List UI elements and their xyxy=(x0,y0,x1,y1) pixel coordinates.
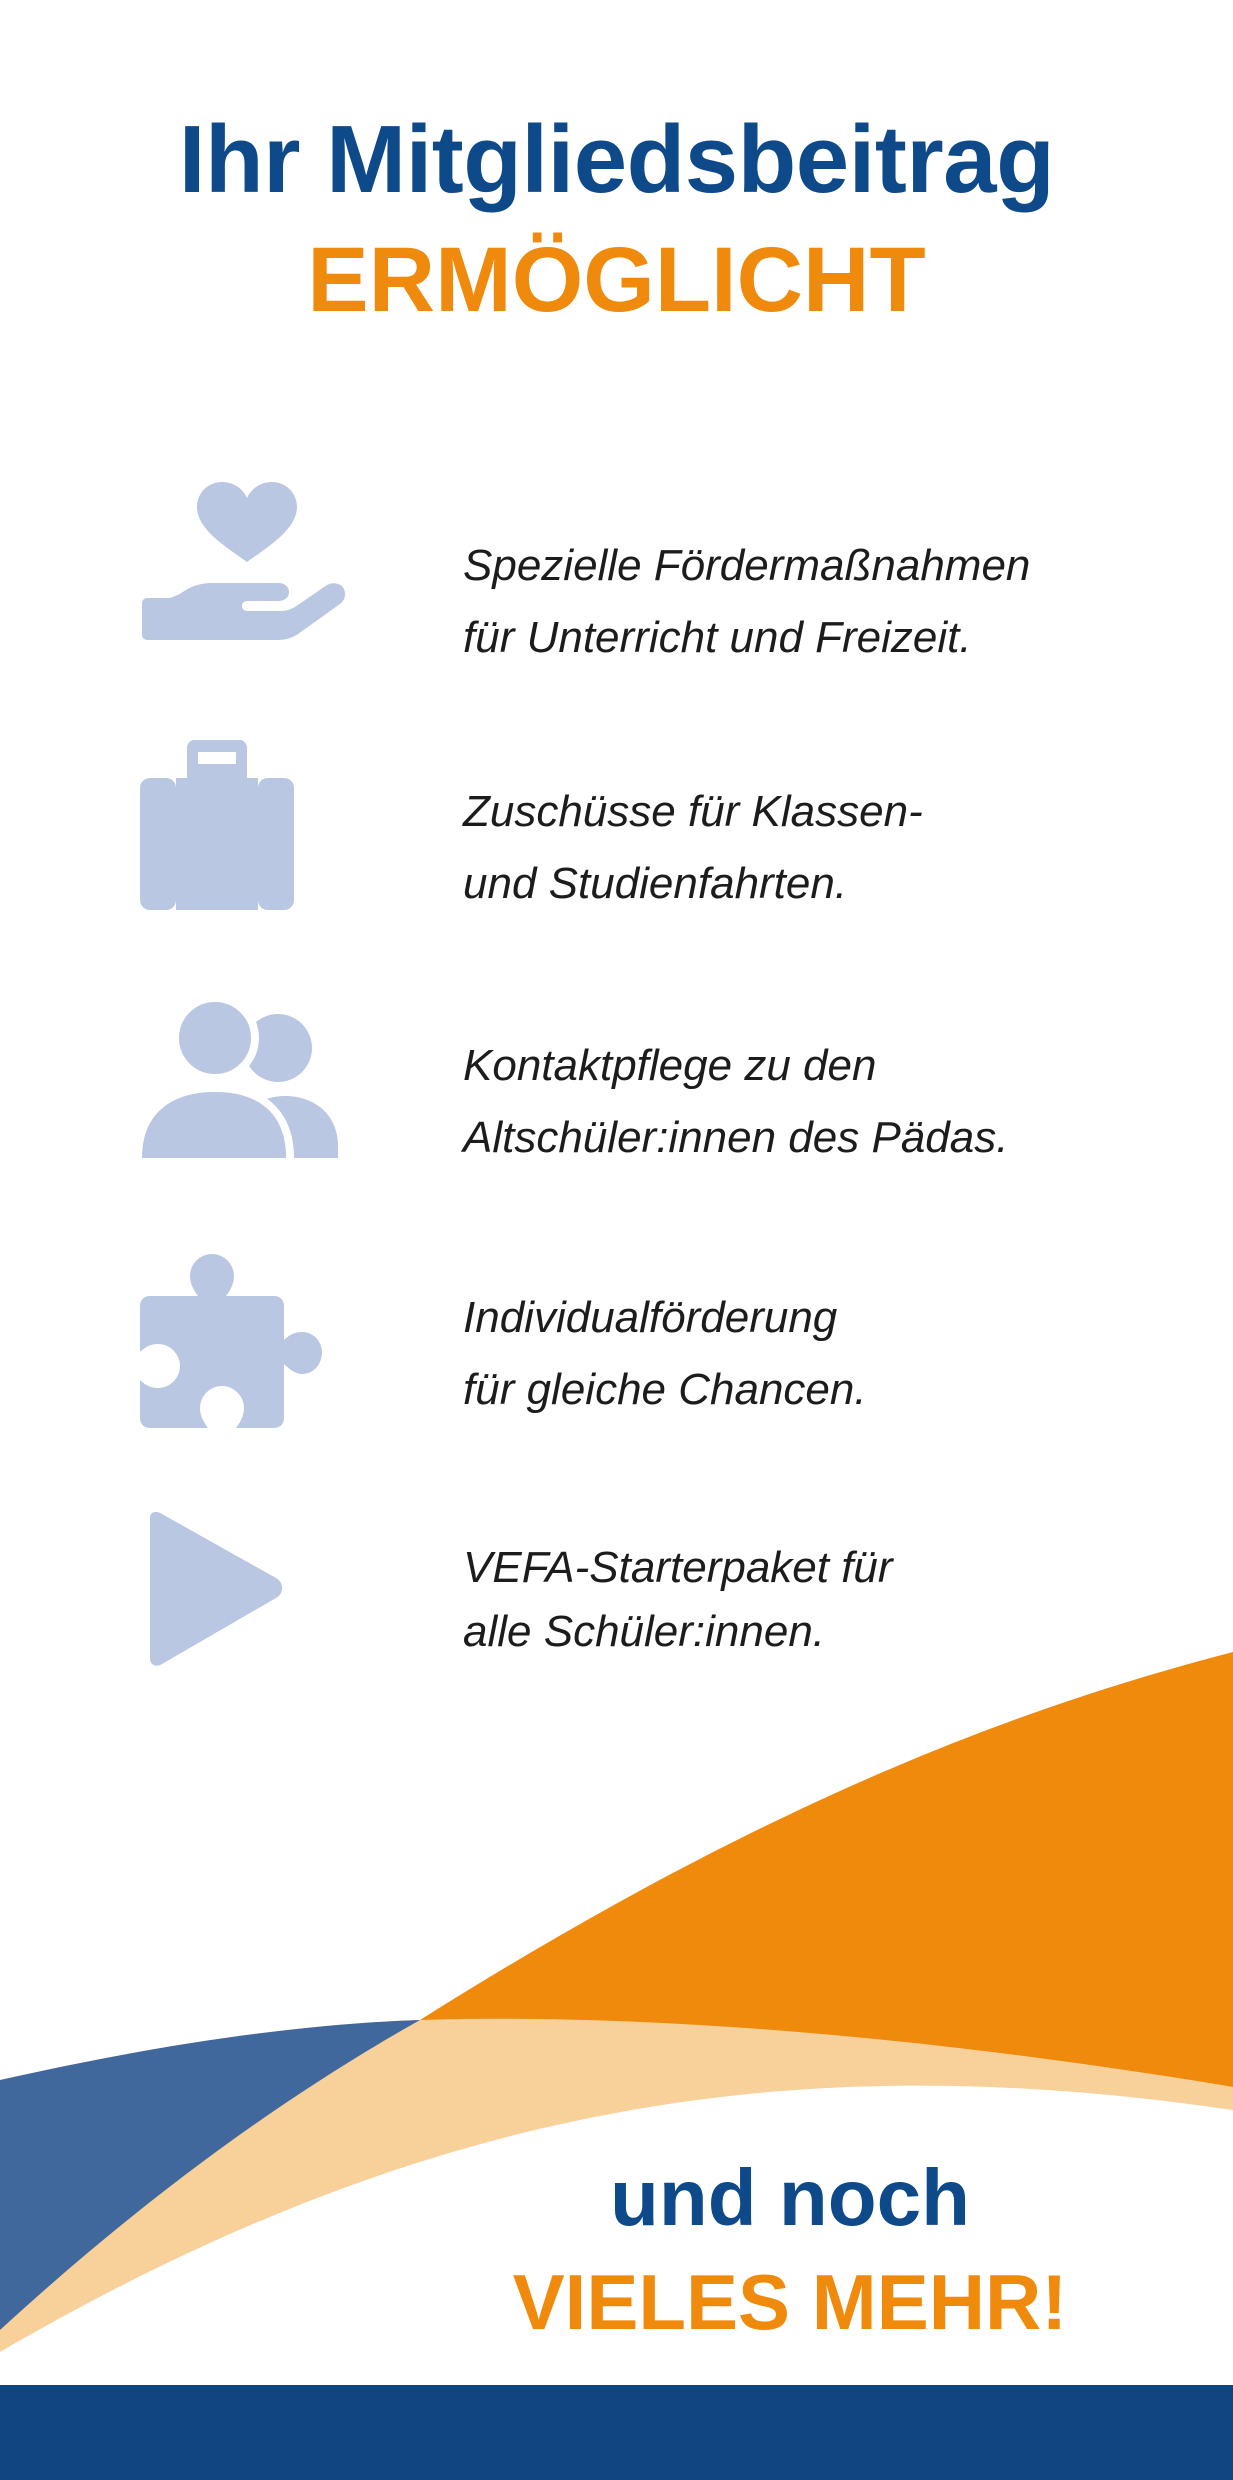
feature-text xyxy=(463,530,1203,674)
feature-text xyxy=(463,1282,1203,1426)
page-subtitle: ERMÖGLICHT xyxy=(307,229,926,331)
hand-heart-icon xyxy=(140,470,360,670)
feature-line: Individualförderung xyxy=(463,1293,838,1342)
feature-text xyxy=(463,776,1203,920)
feature-line: Zuschüsse für Klassen- xyxy=(463,787,923,836)
page-title: Ihr Mitgliedsbeitrag xyxy=(178,106,1055,213)
suitcase-icon xyxy=(140,740,360,940)
feature-text xyxy=(463,1030,1203,1174)
closing-line-2: VIELES MEHR! xyxy=(512,2258,1068,2346)
puzzle-icon xyxy=(140,1250,360,1450)
feature-line: und Studienfahrten. xyxy=(463,859,848,908)
feature-item-kontaktpflege xyxy=(0,998,1233,1198)
users-icon xyxy=(140,998,360,1198)
feature-line: Spezielle Fördermaßnahmen xyxy=(463,541,1031,590)
feature-line: alle Schüler:innen. xyxy=(463,1607,826,1656)
feature-item-zuschuesse xyxy=(0,740,1233,940)
feature-line: für gleiche Chancen. xyxy=(463,1365,867,1414)
feature-line: für Unterricht und Freizeit. xyxy=(463,613,972,662)
feature-line: Altschüler:innen des Pädas. xyxy=(463,1113,1009,1162)
feature-item-individualfoerderung xyxy=(0,1250,1233,1450)
footer-bar xyxy=(0,2385,1233,2480)
closing-line-1: und noch xyxy=(610,2153,970,2242)
feature-item-foerdermassnahmen xyxy=(0,470,1233,670)
feature-line: VEFA-Starterpaket für xyxy=(463,1543,893,1592)
feature-line: Kontaktpflege zu den xyxy=(463,1041,877,1090)
